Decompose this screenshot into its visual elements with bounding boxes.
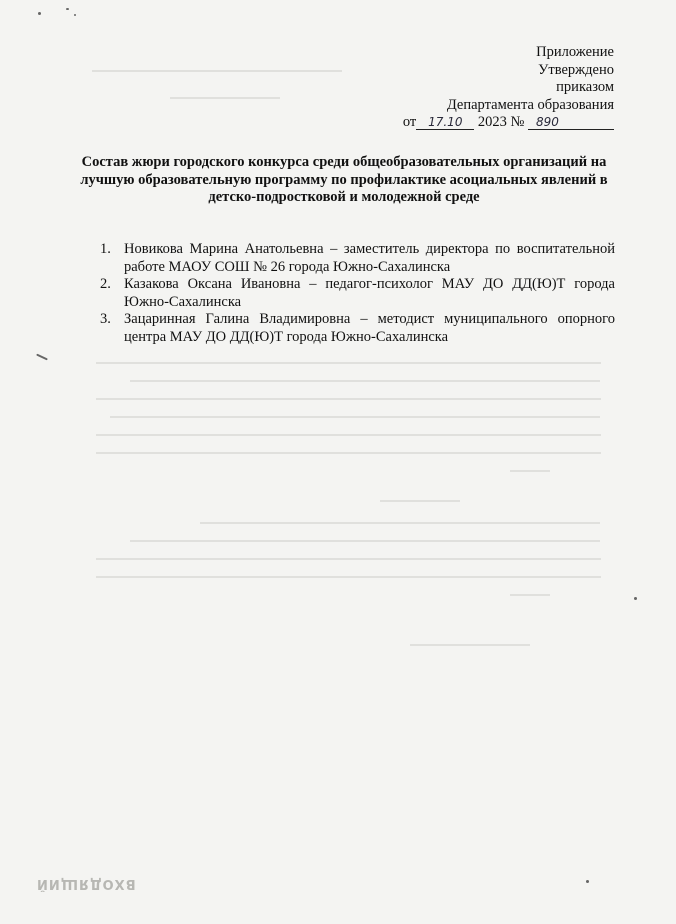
bleed-through-line xyxy=(170,97,280,99)
speck xyxy=(36,354,48,361)
bleed-through-line xyxy=(110,416,600,418)
list-item-text: Зацаринная Галина Владимировна – методист муниципального опорного центра МАУ ДО ДД(Ю)Т города Южно-Сахалинска xyxy=(124,311,615,345)
speck xyxy=(38,12,41,15)
bleed-through-line xyxy=(510,470,550,472)
approval-block xyxy=(403,44,614,132)
bleed-through-line xyxy=(92,70,342,72)
order-date-handwritten: 17.10 xyxy=(416,116,474,130)
incoming-stamp: ВХОДЯЩИЙ xyxy=(36,876,136,891)
order-date-line xyxy=(403,114,614,132)
bleed-through-line xyxy=(96,576,601,578)
speck xyxy=(66,8,69,10)
bleed-through-line xyxy=(380,500,460,502)
bleed-through-line xyxy=(130,380,600,382)
date-prefix: от xyxy=(402,114,417,130)
list-item-text: Новикова Марина Анатольевна – заместитель директора по воспитательной работе МАОУ СОШ № 26 города Южно-Сахалинска xyxy=(124,241,615,275)
speck xyxy=(74,14,76,16)
document-title: Состав жюри городского конкурса среди общеобразовательных организаций на лучшую образовательную программу по профилактике асоциальных явлений в детско-подростковой и молодежной среде xyxy=(80,154,608,205)
speck xyxy=(586,880,589,883)
bleed-through-line xyxy=(96,398,601,400)
jury-member-list xyxy=(100,241,615,346)
list-item-number: 2. xyxy=(100,276,111,292)
list-item xyxy=(100,276,615,311)
approved-label: Утверждено xyxy=(538,61,614,78)
bleed-through-line xyxy=(96,362,601,364)
list-item xyxy=(100,311,615,346)
order-year-number-label: 2023 № xyxy=(477,114,525,130)
bleed-through-line xyxy=(96,434,601,436)
list-item-number: 3. xyxy=(100,311,111,327)
bleed-through-line xyxy=(130,540,600,542)
list-item-number: 1. xyxy=(100,241,111,257)
appendix-label: Приложение xyxy=(536,44,614,60)
bleed-through-line xyxy=(96,558,601,560)
list-item xyxy=(100,241,615,276)
order-label: приказом xyxy=(556,79,614,95)
list-item-text: Казакова Оксана Ивановна – педагог-психолог МАУ ДО ДД(Ю)Т города Южно-Сахалинска xyxy=(124,276,615,310)
bleed-through-line xyxy=(96,452,601,454)
bleed-through-line xyxy=(510,594,550,596)
department-label: Департамента образования xyxy=(446,96,614,113)
bleed-through-line xyxy=(410,644,530,646)
bleed-through-line xyxy=(200,522,600,524)
speck xyxy=(634,597,637,600)
order-number-handwritten: 890 xyxy=(528,116,614,130)
